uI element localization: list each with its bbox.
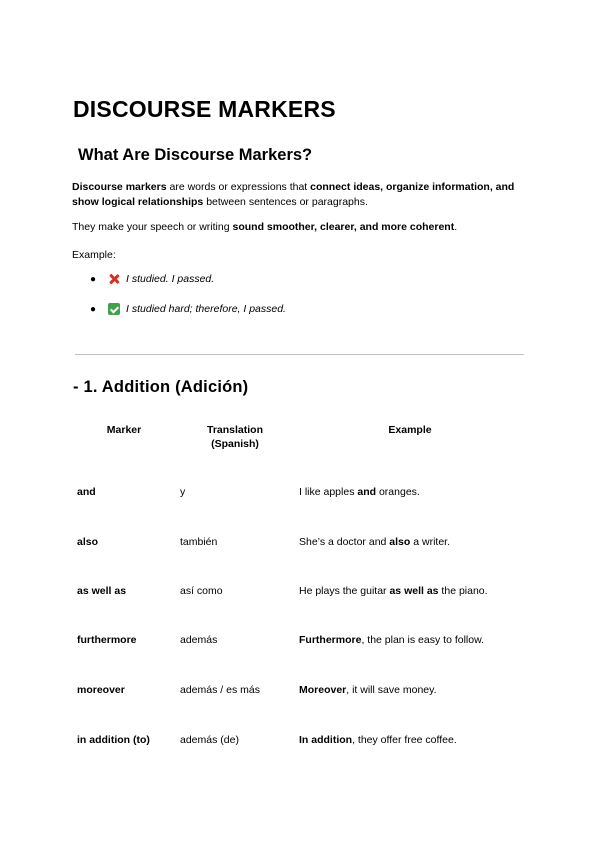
table-row-example: He plays the guitar as well as the piano. bbox=[299, 585, 488, 597]
table-row-translation: además bbox=[180, 634, 218, 646]
table-row-translation: también bbox=[180, 536, 218, 548]
table-row-marker: in addition (to) bbox=[77, 734, 150, 746]
check-mark-icon bbox=[108, 303, 120, 315]
table-row-example: Moreover, it will save money. bbox=[299, 684, 437, 696]
table-row-translation: además / es más bbox=[180, 684, 260, 696]
table-row-marker: furthermore bbox=[77, 634, 137, 646]
example-bullet-bad: ● I studied. I passed. bbox=[90, 273, 215, 285]
page-title: DISCOURSE MARKERS bbox=[73, 96, 336, 122]
definition-paragraph: Discourse markers are words or expressions that connect ideas, organize information, and show logical relationships between sentences or paragraphs. bbox=[72, 181, 515, 208]
table-row-marker: also bbox=[77, 536, 99, 548]
table-row-example: Furthermore, the plan is easy to follow. bbox=[299, 634, 485, 646]
table-header-translation: Translation (Spanish) bbox=[206, 424, 263, 450]
definition-term: Discourse markers bbox=[72, 181, 167, 193]
table-row-marker: moreover bbox=[77, 684, 125, 696]
bullet-dot-icon: ● bbox=[90, 303, 97, 315]
table-row-example: She’s a doctor and also a writer. bbox=[299, 536, 450, 548]
table-row-translation: además (de) bbox=[180, 734, 239, 746]
table-row-translation: así como bbox=[180, 585, 223, 597]
horizontal-divider bbox=[75, 354, 524, 355]
table-row-marker: as well as bbox=[77, 585, 127, 597]
cross-mark-icon bbox=[108, 273, 120, 285]
table-row-example: In addition, they offer free coffee. bbox=[299, 734, 457, 746]
table-header-example: Example bbox=[388, 424, 432, 436]
intro-heading: What Are Discourse Markers? bbox=[78, 146, 313, 164]
table-row-marker: and bbox=[77, 486, 96, 498]
bullet-dot-icon: ● bbox=[90, 273, 97, 285]
example-bullet-good: ● I studied hard; therefore, I passed. bbox=[90, 303, 286, 315]
section-heading: - 1. Addition (Adición) bbox=[73, 378, 249, 396]
table-row-translation: y bbox=[180, 486, 186, 498]
purpose-paragraph: They make your speech or writing sound smoother, clearer, and more coherent. bbox=[72, 221, 458, 233]
example-label: Example: bbox=[72, 249, 116, 261]
table-header-marker: Marker bbox=[106, 424, 142, 436]
table-row-example: I like apples and oranges. bbox=[299, 486, 420, 498]
